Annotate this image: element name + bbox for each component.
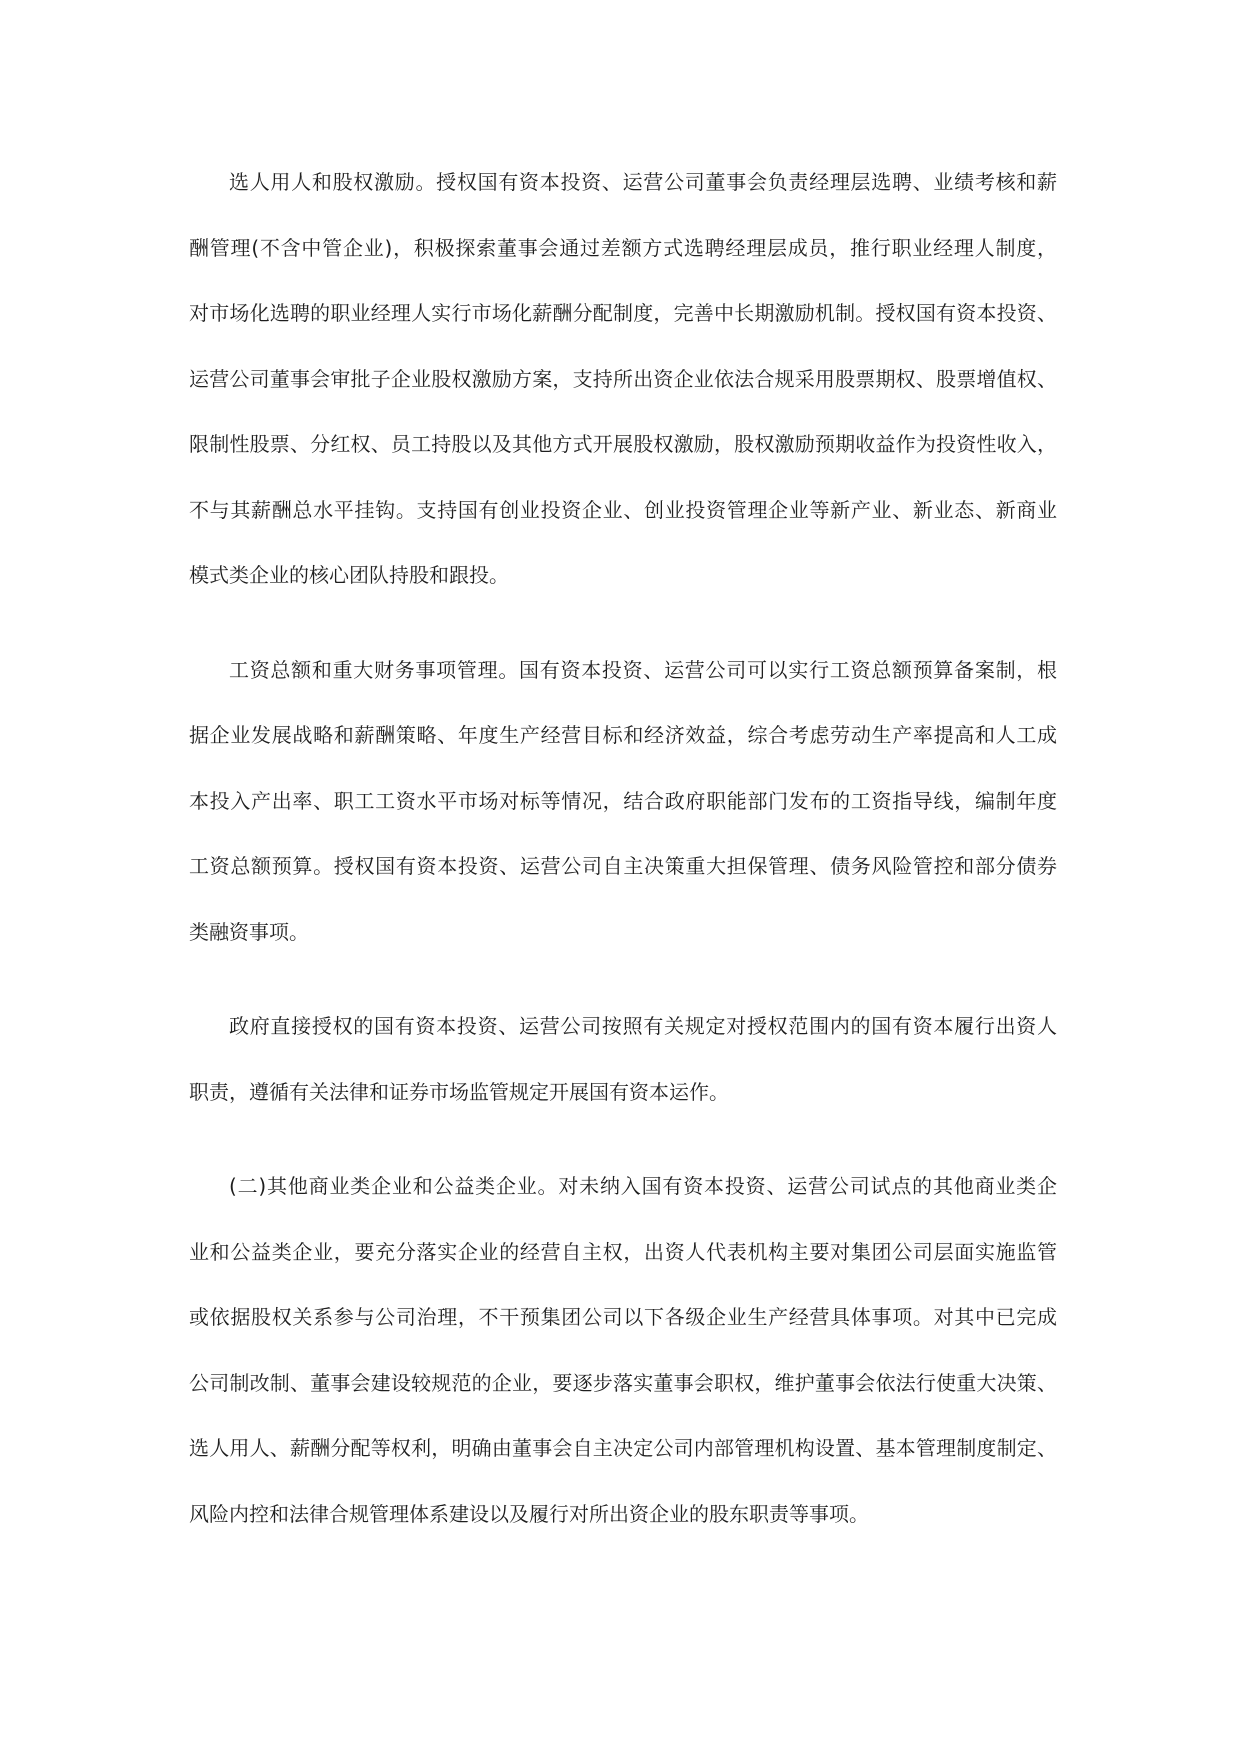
paragraph-wage-finance — [189, 638, 1057, 966]
paragraph-line: 风险内控和法律合规管理体系建设以及履行对所出资企业的股东职责等事项。 — [189, 1501, 869, 1526]
paragraph-line: 政府直接授权的国有资本投资、运营公司按照有关规定对授权范围内的国有资本履行出资人 — [229, 1014, 1057, 1038]
paragraph-line: 选人用人、薪酬分配等权利，明确由董事会自主决定公司内部管理机构设置、基本管理制度制定、 — [189, 1436, 1057, 1460]
paragraph-line: 对市场化选聘的职业经理人实行市场化薪酬分配制度，完善中长期激励机制。授权国有资本投资、 — [189, 301, 1057, 325]
paragraph-other-enterprises — [189, 1154, 1057, 1547]
paragraph-line: 工资总额预算。授权国有资本投资、运营公司自主决策重大担保管理、债务风险管控和部分债券 — [189, 854, 1057, 878]
paragraph-line: 业和公益类企业，要充分落实企业的经营自主权，出资人代表机构主要对集团公司层面实施监管 — [189, 1239, 1057, 1264]
paragraph-line: 据企业发展战略和薪酬策略、年度生产经营目标和经济效益，综合考虑劳动生产率提高和人工成 — [189, 723, 1057, 747]
paragraph-line: 酬管理(不含中管企业)，积极探索董事会通过差额方式选聘经理层成员，推行职业经理人制度， — [189, 235, 1057, 260]
paragraph-line: (二)其他商业类企业和公益类企业。对未纳入国有资本投资、运营公司试点的其他商业类企 — [229, 1174, 1057, 1198]
paragraph-equity-incentive — [189, 150, 1057, 609]
paragraph-direct-authorization — [189, 994, 1057, 1125]
paragraph-line: 选人用人和股权激励。授权国有资本投资、运营公司董事会负责经理层选聘、业绩考核和薪 — [229, 170, 1057, 194]
paragraph-line: 或依据股权关系参与公司治理，不干预集团公司以下各级企业生产经营具体事项。对其中已完成 — [189, 1305, 1057, 1329]
paragraph-line: 公司制改制、董事会建设较规范的企业，要逐步落实董事会职权，维护董事会依法行使重大决策、 — [189, 1370, 1057, 1395]
paragraph-line: 模式类企业的核心团队持股和跟投。 — [189, 563, 509, 587]
paragraph-line: 类融资事项。 — [189, 919, 309, 944]
paragraph-line: 运营公司董事会审批子企业股权激励方案，支持所出资企业依法合规采用股票期权、股票增值权、 — [189, 366, 1057, 391]
paragraph-line: 不与其薪酬总水平挂钩。支持国有创业投资企业、创业投资管理企业等新产业、新业态、新商业 — [189, 497, 1057, 522]
paragraph-line: 工资总额和重大财务事项管理。国有资本投资、运营公司可以实行工资总额预算备案制，根 — [229, 657, 1057, 682]
paragraph-line: 职责，遵循有关法律和证券市场监管规定开展国有资本运作。 — [189, 1079, 729, 1104]
paragraph-line: 本投入产出率、职工工资水平市场对标等情况，结合政府职能部门发布的工资指导线，编制年度 — [189, 788, 1057, 813]
paragraph-line: 限制性股票、分红权、员工持股以及其他方式开展股权激励，股权激励预期收益作为投资性收入， — [189, 432, 1057, 456]
document-body — [189, 150, 1057, 1576]
